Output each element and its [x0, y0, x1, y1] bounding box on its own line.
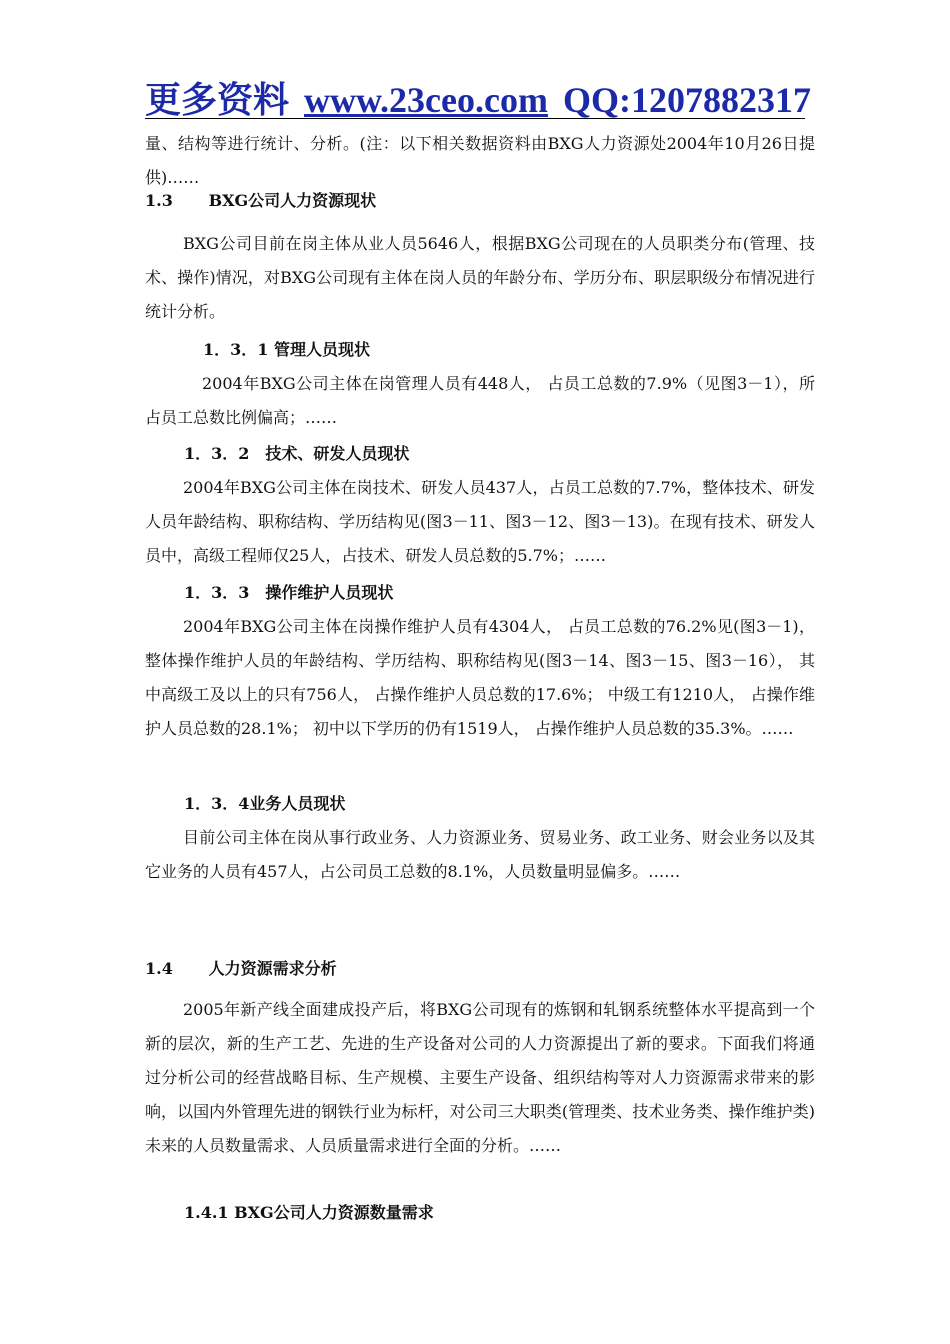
section-number: 1.3 [145, 191, 173, 210]
section-1-3-heading [145, 190, 376, 212]
banner-qq-text: QQ:1207882317 [562, 80, 811, 120]
section-1-3-2-paragraph: 2004年BXG公司主体在岗技术、研发人员437人，占员工总数的7.7%，整体技术、研发人员年龄结构、职称结构、学历结构见(图3－11、图3－12、图3－13)。在现有技术、研发人员中，高级工程师仅25人，占技术、研发人员总数的5.7%；…… [145, 478, 815, 565]
section-1-3-3-heading: 1．3．3 操作维护人员现状 [184, 583, 394, 602]
banner-url-link[interactable]: www.23ceo.com [304, 80, 548, 120]
section-1-3-paragraph: BXG公司目前在岗主体从业人员5646人，根据BXG公司现在的人员职类分布(管理、技术、操作)情况，对BXG公司现有主体在岗人员的年龄分布、学历分布、职层职级分布情况进行统计分析。 [145, 234, 815, 321]
section-1-3-3-paragraph: 2004年BXG公司主体在岗操作维护人员有4304人， 占员工总数的76.2%见(图3－1)，整体操作维护人员的年龄结构、学历结构、职称结构见(图3－14、图3－15、图3－16）， 其中高级工及以上的只有756人， 占操作维护人员总数的17.6%； 中级工有1210人， 占操作维护人员总数的28.1%； 初中以下学历的仍有1519人， 占操作维护人员总数的35.3%。…… [145, 617, 815, 738]
promo-banner [145, 72, 811, 123]
section-1-4-heading [145, 958, 337, 980]
section-1-3-2-heading: 1．3．2 技术、研发人员现状 [184, 444, 410, 463]
section-1-3-4-paragraph: 目前公司主体在岗从事行政业务、人力资源业务、贸易业务、政工业务、财会业务以及其它业务的人员有457人，占公司员工总数的8.1%，人员数量明显偏多。…… [145, 828, 815, 881]
section-1-3-1-paragraph: 2004年BXG公司主体在岗管理人员有448人， 占员工总数的7.9%（见图3－1），所占员工总数比例偏高；…… [145, 374, 815, 427]
intro-paragraph: 量、结构等进行统计、分析。(注：以下相关数据资料由BXG人力资源处2004年10月26日提供)…… [145, 134, 815, 187]
header-rule [145, 118, 805, 119]
section-1-4-1-heading: 1.4.1 BXG公司人力资源数量需求 [184, 1203, 434, 1222]
section-1-3-1-heading: 1．3．1 管理人员现状 [203, 340, 370, 359]
section-number: 1.4 [145, 959, 173, 978]
section-title: 人力资源需求分析 [208, 959, 337, 978]
banner-chinese-text: 更多资料 [145, 80, 290, 120]
section-1-4-paragraph: 2005年新产线全面建成投产后，将BXG公司现有的炼钢和轧钢系统整体水平提高到一个新的层次，新的生产工艺、先进的生产设备对公司的人力资源提出了新的要求。下面我们将通过分析公司的经营战略目标、生产规模、主要生产设备、组织结构等对人力资源需求带来的影响，以国内外管理先进的钢铁行业为标杆，对公司三大职类(管理类、技术业务类、操作维护类)未来的人员数量需求、人员质量需求进行全面的分析。…… [145, 1000, 815, 1155]
section-title: BXG公司人力资源现状 [208, 191, 377, 210]
section-1-3-4-heading: 1．3．4业务人员现状 [184, 794, 346, 813]
